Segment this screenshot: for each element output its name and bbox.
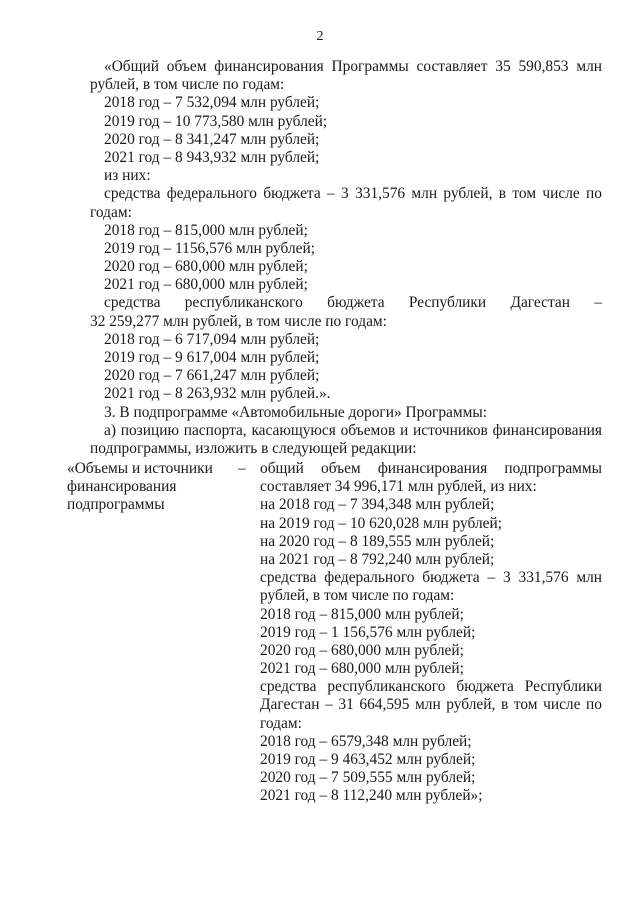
table-right-line: 2020 год – 680,000 млн рублей; bbox=[260, 641, 464, 659]
table-right-line: на 2018 год – 7 394,348 млн рублей; bbox=[260, 496, 495, 514]
text-line: а) позицию паспорта, касающуюся объемов и источников финансирования bbox=[104, 421, 602, 439]
table-right-line: составляет 34 996,171 млн рублей, из них: bbox=[260, 478, 537, 496]
table-left-column bbox=[67, 460, 217, 515]
table-right-line: общий объем финансирования подпрограммы bbox=[260, 460, 602, 477]
table-right-line: 2019 год – 1 156,576 млн рублей; bbox=[260, 623, 476, 641]
text-line: 2020 год – 7 661,247 млн рублей; bbox=[104, 367, 320, 385]
table-right-line: на 2021 год – 8 792,240 млн рублей; bbox=[260, 550, 495, 568]
text-line: 3. В подпрограмме «Автомобильные дороги» Программы: bbox=[104, 403, 487, 421]
text-line: 2020 год – 680,000 млн рублей; bbox=[104, 258, 308, 276]
text-line: 2019 год – 9 617,004 млн рублей; bbox=[104, 349, 320, 366]
text-line: подпрограммы, изложить в следующей редакции: bbox=[90, 439, 417, 457]
text-line: рублей, в том числе по годам: bbox=[90, 76, 285, 94]
table-right-line: 2020 год – 7 509,555 млн рублей; bbox=[260, 769, 476, 787]
table-dash: – bbox=[238, 460, 246, 477]
table-right-line: 2018 год – 815,000 млн рублей; bbox=[260, 605, 464, 623]
table-left-line: финансирования bbox=[67, 478, 177, 496]
text-line: 2020 год – 8 341,247 млн рублей; bbox=[104, 130, 320, 148]
table-right-line: средства республиканского бюджета Республики bbox=[260, 678, 602, 696]
text-line: из них: bbox=[104, 167, 151, 185]
text-line: «Общий объем финансирования Программы составляет 35 590,853 млн bbox=[104, 58, 602, 75]
table-right-line: на 2019 год – 10 620,028 млн рублей; bbox=[260, 514, 503, 532]
table-right-column bbox=[260, 460, 602, 806]
page-number: 2 bbox=[316, 29, 324, 44]
text-line: 2019 год – 10 773,580 млн рублей; bbox=[104, 112, 328, 130]
table-right-line: средства федерального бюджета – 3 331,576 млн bbox=[260, 569, 602, 587]
table-right-line: рублей, в том числе по годам: bbox=[260, 587, 455, 605]
table-left-line: «Объемы и источники bbox=[67, 460, 213, 477]
main-text-block bbox=[90, 58, 602, 458]
table-right-line: на 2020 год – 8 189,555 млн рублей; bbox=[260, 532, 495, 550]
table-right-line: 2018 год – 6579,348 млн рублей; bbox=[260, 732, 472, 750]
text-line: 2021 год – 8 943,932 млн рублей; bbox=[104, 148, 320, 166]
table-right-line: Дагестан – 31 664,595 млн рублей, в том числе по bbox=[260, 696, 602, 714]
text-line: 2019 год – 1156,576 млн рублей; bbox=[104, 239, 315, 257]
table-right-line: 2021 год – 8 112,240 млн рублей»; bbox=[260, 787, 483, 805]
text-line: 2021 год – 680,000 млн рублей; bbox=[104, 276, 308, 294]
text-line: 32 259,277 млн рублей, в том числе по годам: bbox=[90, 312, 387, 330]
table-right-line: 2021 год – 680,000 млн рублей; bbox=[260, 660, 464, 678]
table-right-line: 2019 год – 9 463,452 млн рублей; bbox=[260, 751, 476, 768]
text-line: годам: bbox=[90, 203, 132, 221]
text-line: 2018 год – 7 532,094 млн рублей; bbox=[104, 94, 320, 112]
table-right-line: годам: bbox=[260, 714, 302, 732]
text-line: средства республиканского бюджета Республики Дагестан – bbox=[104, 294, 602, 312]
text-line: 2021 год – 8 263,932 млн рублей.». bbox=[104, 385, 331, 403]
text-line: 2018 год – 6 717,094 млн рублей; bbox=[104, 330, 320, 348]
text-line: 2018 год – 815,000 млн рублей; bbox=[104, 221, 308, 239]
text-line: средства федерального бюджета – 3 331,576 млн рублей, в том числе по bbox=[104, 185, 602, 203]
table-left-line: подпрограммы bbox=[67, 496, 165, 514]
